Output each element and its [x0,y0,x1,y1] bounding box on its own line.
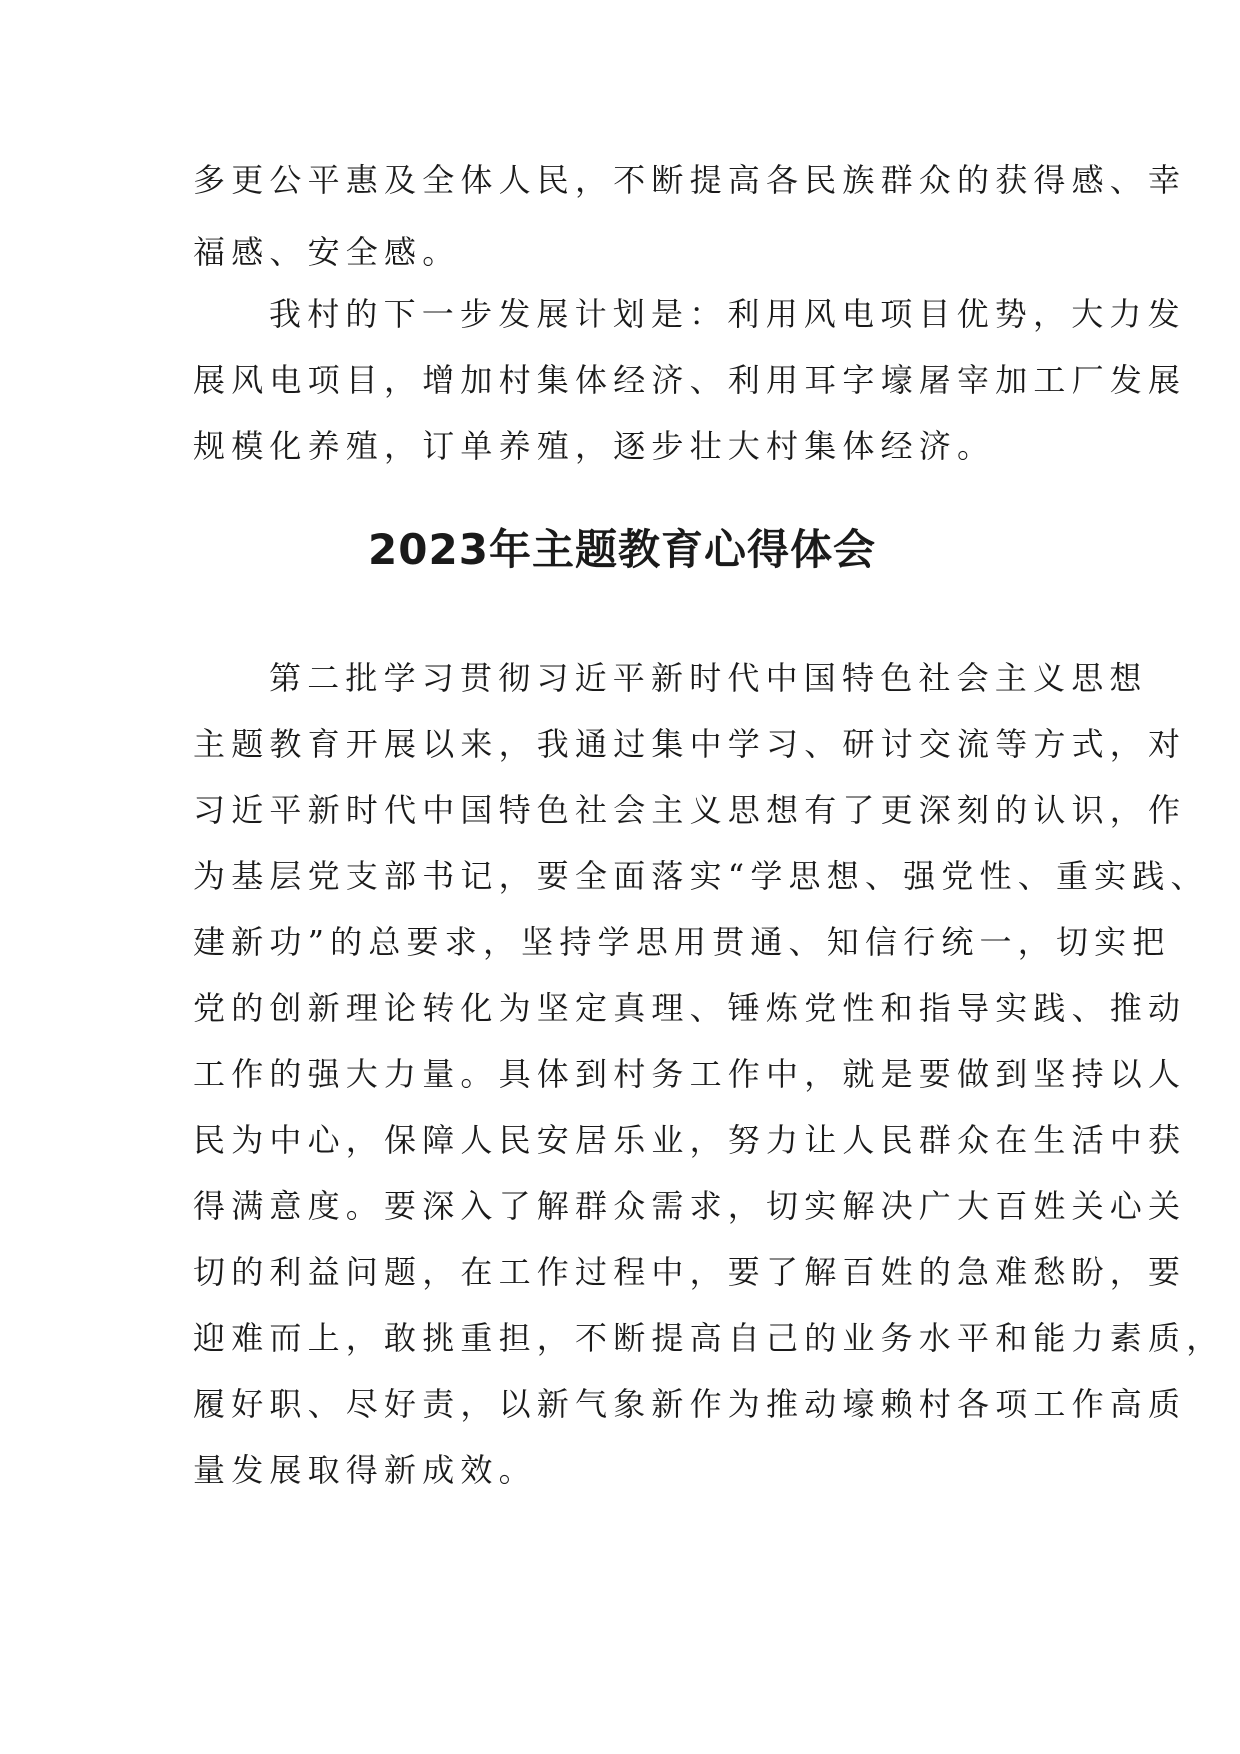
text-line: 多更公平惠及全体人民，不断提高各民族群众的获得感、幸 [193,161,1187,199]
paragraph-development-plan [193,281,1187,479]
text-line: 主题教育开展以来，我通过集中学习、研讨交流等方式，对 [193,725,1187,763]
text-line: 得满意度。要深入了解群众需求，切实解决广大百姓关心关 [193,1187,1187,1225]
text-line: 第二批学习贯彻习近平新时代中国特色社会主义思想 [269,659,1148,697]
text-line: 建新功”的总要求，坚持学思用贯通、知信行统一，切实把 [193,923,1171,961]
text-line: 习近平新时代中国特色社会主义思想有了更深刻的认识，作 [193,791,1187,829]
text-line: 为基层党支部书记，要全面落实“学思想、强党性、重实践、 [193,857,1209,895]
text-line: 工作的强大力量。具体到村务工作中，就是要做到坚持以人 [193,1055,1187,1093]
paragraph-continuation [193,147,1187,285]
text-line: 切的利益问题，在工作过程中，要了解百姓的急难愁盼，要 [193,1253,1187,1291]
text-line: 党的创新理论转化为坚定真理、锤炼党性和指导实践、推动 [193,989,1187,1027]
text-line: 履好职、尽好责，以新气象新作为推动壕赖村各项工作高质 [193,1385,1187,1423]
text-line: 展风电项目，增加村集体经济、利用耳字壕屠宰加工厂发展 [193,361,1187,399]
text-line: 福感、安全感。 [193,233,461,271]
text-line: 量发展取得新成效。 [193,1451,537,1489]
text-line: 我村的下一步发展计划是：利用风电项目优势，大力发 [269,295,1186,333]
paragraph-main [193,645,1225,1503]
text-line: 迎难而上，敢挑重担，不断提高自己的业务水平和能力素质， [193,1319,1225,1357]
text-line: 民为中心，保障人民安居乐业，努力让人民群众在生活中获 [193,1121,1187,1159]
document-title: 2023年主题教育心得体会 [368,525,876,574]
text-line: 规模化养殖，订单养殖，逐步壮大村集体经济。 [193,427,996,465]
